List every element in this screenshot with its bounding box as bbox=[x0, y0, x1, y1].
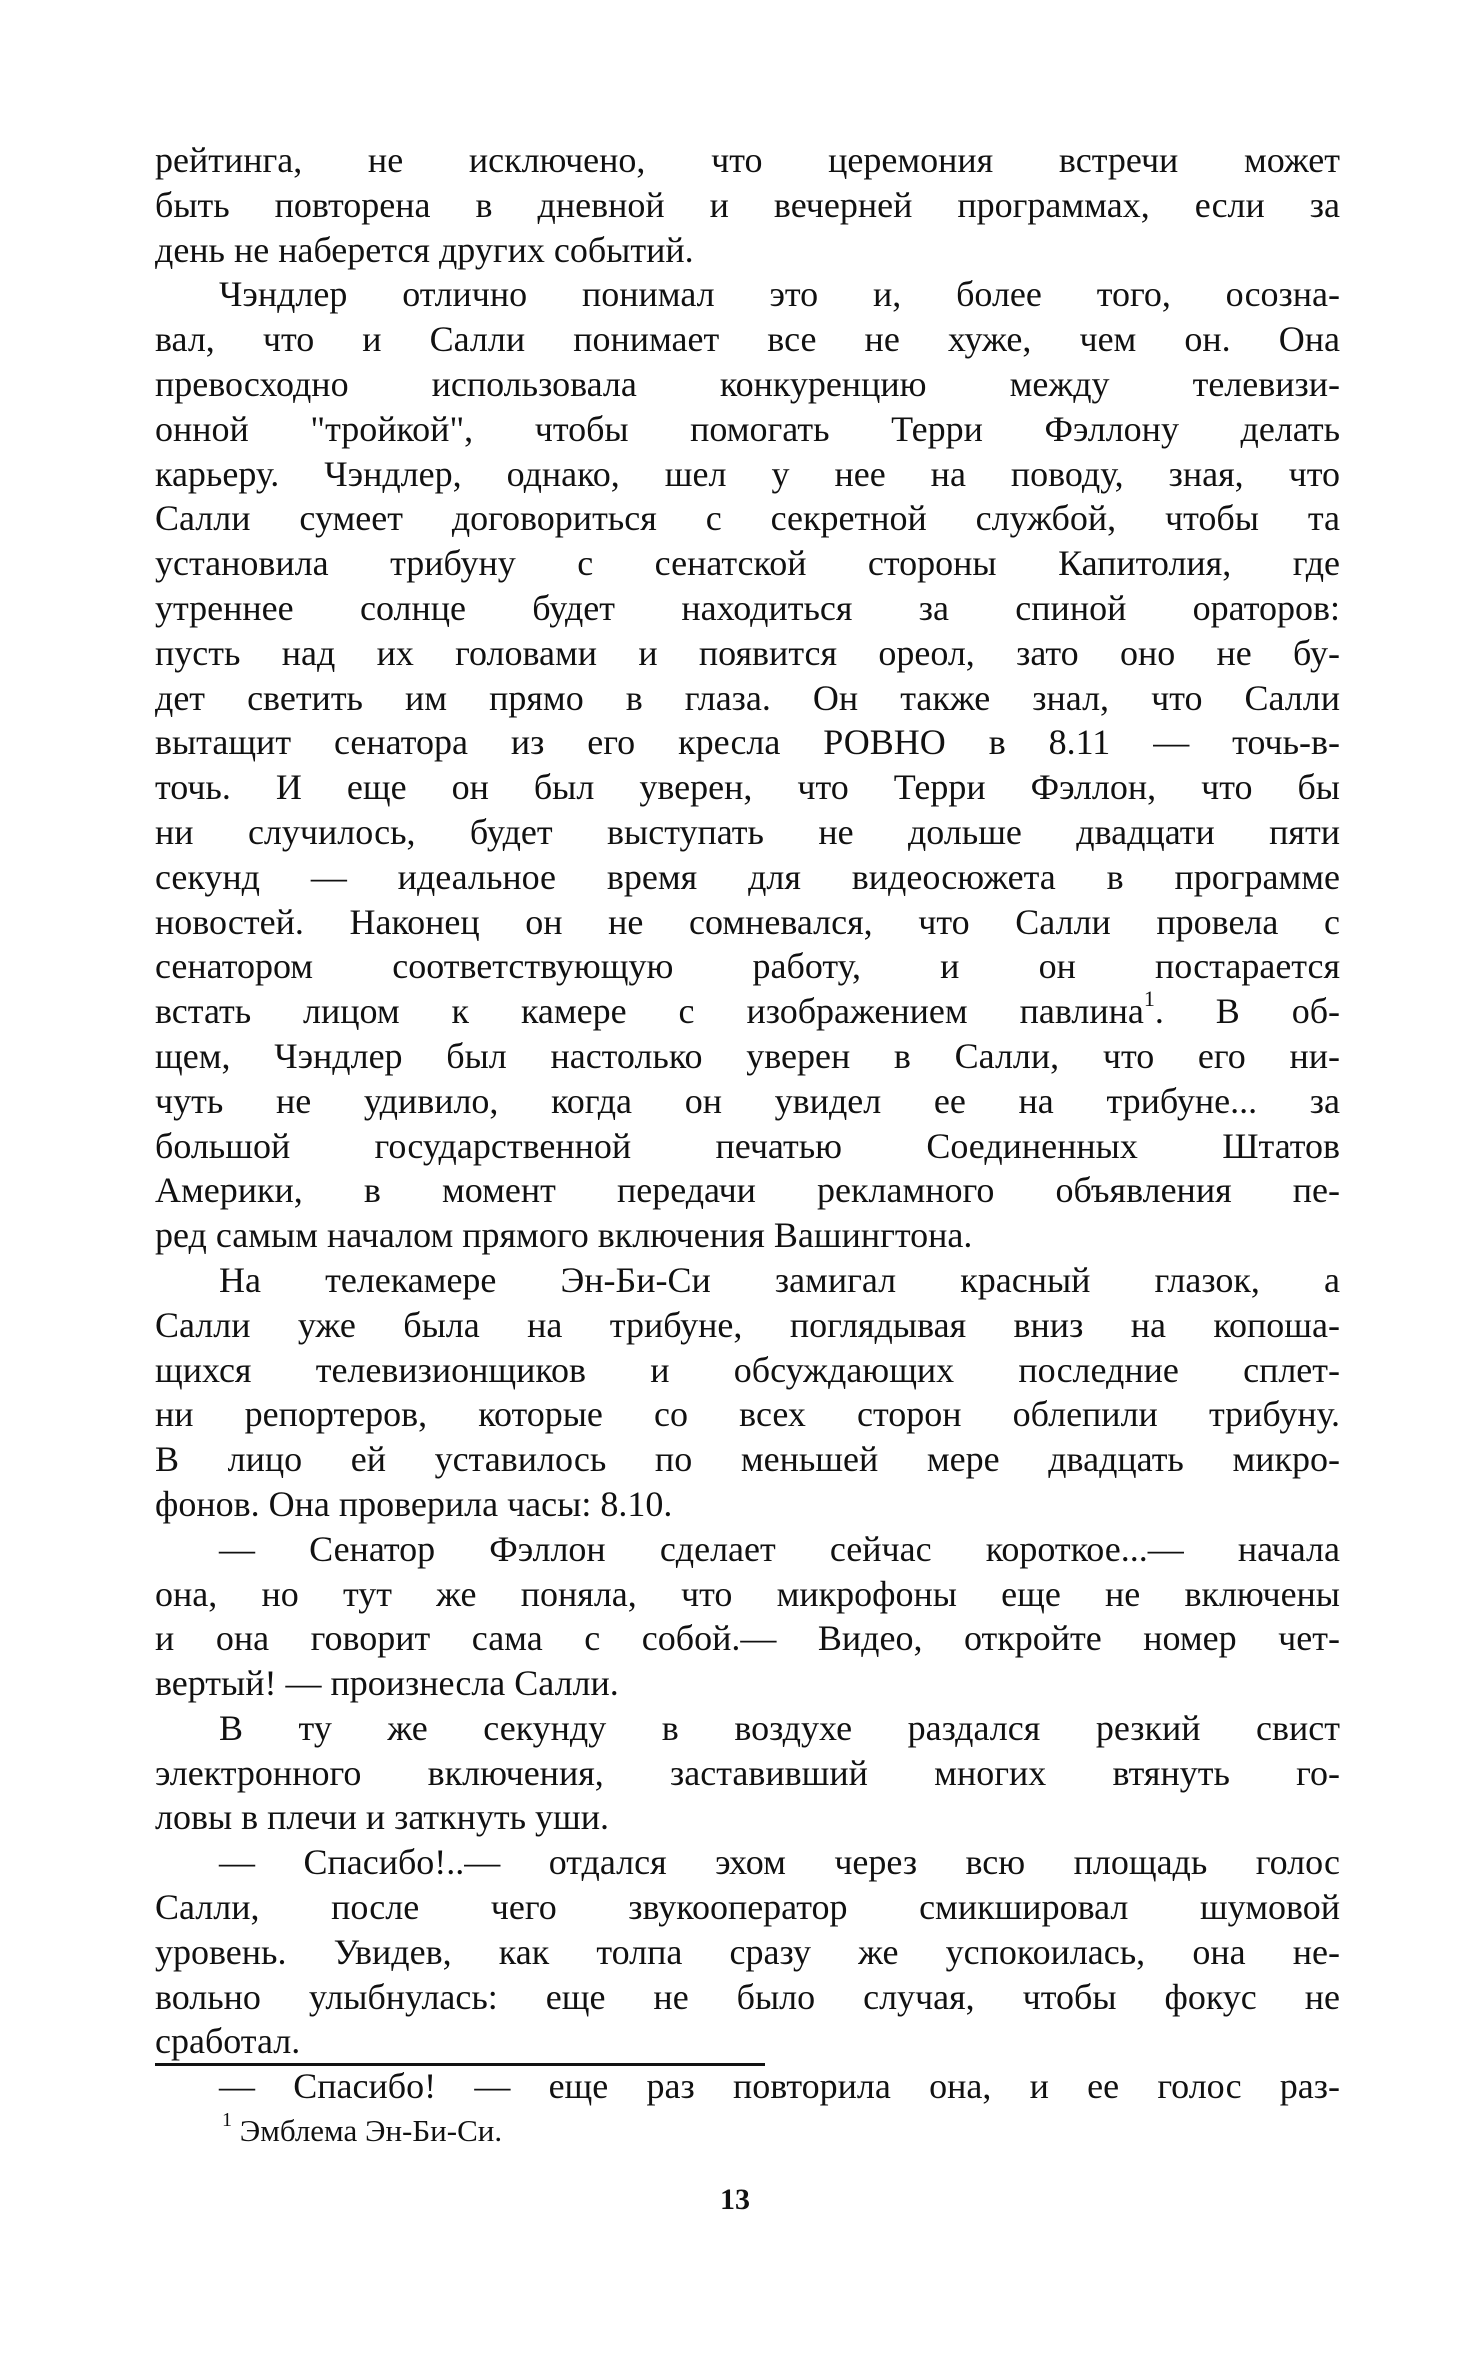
main-text bbox=[155, 138, 1340, 2109]
text-line: — Спасибо! — еще раз повторила она, и ее голос раз- bbox=[219, 2066, 1340, 2107]
text-line: ни случилось, будет выступать не дольше двадцати пяти bbox=[155, 811, 1340, 852]
line-text-suffix: . В об- bbox=[1154, 991, 1340, 1032]
text-line: Салли уже была на трибуне, поглядывая вниз на копоша- bbox=[155, 1304, 1340, 1345]
text-line: быть повторена в дневной и вечерней программах, если за bbox=[155, 184, 1340, 225]
text-line: В ту же секунду в воздухе раздался резкий свист bbox=[219, 1707, 1340, 1748]
text-line: установила трибуну с сенатской стороны Капитолия, где bbox=[155, 543, 1340, 584]
text-line: — Спасибо!..— отдался эхом через всю площадь голос bbox=[219, 1842, 1340, 1883]
text-line: рейтинга, не исключено, что церемония встречи может bbox=[155, 140, 1340, 180]
footnote-reference: 1 bbox=[1143, 986, 1155, 1012]
footnote-text: Эмблема Эн-Би-Си. bbox=[239, 2113, 503, 2148]
text-line: точь. И еще он был уверен, что Терри Фэллон, что бы bbox=[155, 767, 1340, 808]
text-line: и она говорит сама с собой.— Видео, откройте номер чет- bbox=[155, 1618, 1340, 1659]
text-line: В лицо ей уставилось по меньшей мере двадцать микро- bbox=[155, 1439, 1340, 1480]
footnote-separator bbox=[155, 2063, 765, 2066]
text-line: сработал. bbox=[155, 2021, 301, 2062]
text-line: сенатором соответствующую работу, и он постарается bbox=[155, 946, 1340, 987]
text-line: вертый! — произнесла Салли. bbox=[155, 1663, 619, 1704]
text-line: — Сенатор Фэллон сделает сейчас короткое...— начала bbox=[219, 1528, 1340, 1569]
text-line: большой государственной печатью Соединенных Штатов bbox=[155, 1125, 1340, 1166]
text-line: Салли сумеет договориться с секретной службой, чтобы та bbox=[155, 498, 1340, 539]
line-text: встать лицом к камере с изображением павлина bbox=[155, 991, 1144, 1032]
text-line: Америки, в момент передачи рекламного объявления пе- bbox=[155, 1170, 1340, 1211]
text-line: утреннее солнце будет находиться за спиной ораторов: bbox=[155, 587, 1340, 628]
text-line-with-footnote-ref bbox=[155, 986, 1340, 1034]
text-line: она, но тут же поняла, что микрофоны еще не включены bbox=[155, 1573, 1340, 1614]
text-line: секунд — идеальное время для видеосюжета в программе bbox=[155, 856, 1340, 897]
text-line: карьеру. Чэндлер, однако, шел у нее на поводу, зная, что bbox=[155, 453, 1340, 494]
text-line: Чэндлер отлично понимал это и, более того, осозна- bbox=[219, 274, 1340, 315]
text-line: ни репортеров, которые со всех сторон облепили трибуну. bbox=[155, 1394, 1340, 1435]
text-line: ред самым началом прямого включения Вашингтона. bbox=[155, 1215, 973, 1256]
text-line: день не наберется других событий. bbox=[155, 229, 694, 270]
text-line: электронного включения, заставивший многих втянуть го- bbox=[155, 1752, 1340, 1793]
text-line: вольно улыбнулась: еще не было случая, чтобы фокус не bbox=[155, 1976, 1340, 2017]
page-number: 13 bbox=[720, 2183, 750, 2216]
text-line: новостей. Наконец он не сомневался, что Салли провела с bbox=[155, 901, 1340, 942]
text-line: вал, что и Салли понимает все не хуже, чем он. Она bbox=[155, 319, 1340, 360]
text-line: фонов. Она проверила часы: 8.10. bbox=[155, 1483, 673, 1524]
footnote bbox=[222, 2108, 503, 2149]
footnote-marker: 1 bbox=[222, 2108, 232, 2131]
text-line: На телекамере Эн-Би-Си замигал красный глазок, а bbox=[219, 1259, 1340, 1300]
text-line: онной "тройкой", чтобы помогать Терри Фэллону делать bbox=[155, 408, 1340, 449]
text-line: щем, Чэндлер был настолько уверен в Салли, что его ни- bbox=[155, 1035, 1340, 1076]
text-line: превосходно использовала конкуренцию между телевизи- bbox=[155, 363, 1340, 404]
text-line: ловы в плечи и заткнуть уши. bbox=[155, 1797, 609, 1838]
text-line: вытащит сенатора из его кресла РОВНО в 8.11 — точь-в- bbox=[155, 722, 1340, 763]
text-line: щихся телевизионщиков и обсуждающих последние сплет- bbox=[155, 1349, 1340, 1390]
text-line: Салли, после чего звукооператор смикшировал шумовой bbox=[155, 1887, 1340, 1928]
text-line: пусть над их головами и появится ореол, зато оно не бу- bbox=[155, 632, 1340, 673]
text-line: уровень. Увидев, как толпа сразу же успокоилась, она не- bbox=[155, 1931, 1340, 1972]
text-line: дет светить им прямо в глаза. Он также знал, что Салли bbox=[155, 677, 1340, 718]
text-line: чуть не удивило, когда он увидел ее на трибуне... за bbox=[155, 1080, 1340, 1121]
